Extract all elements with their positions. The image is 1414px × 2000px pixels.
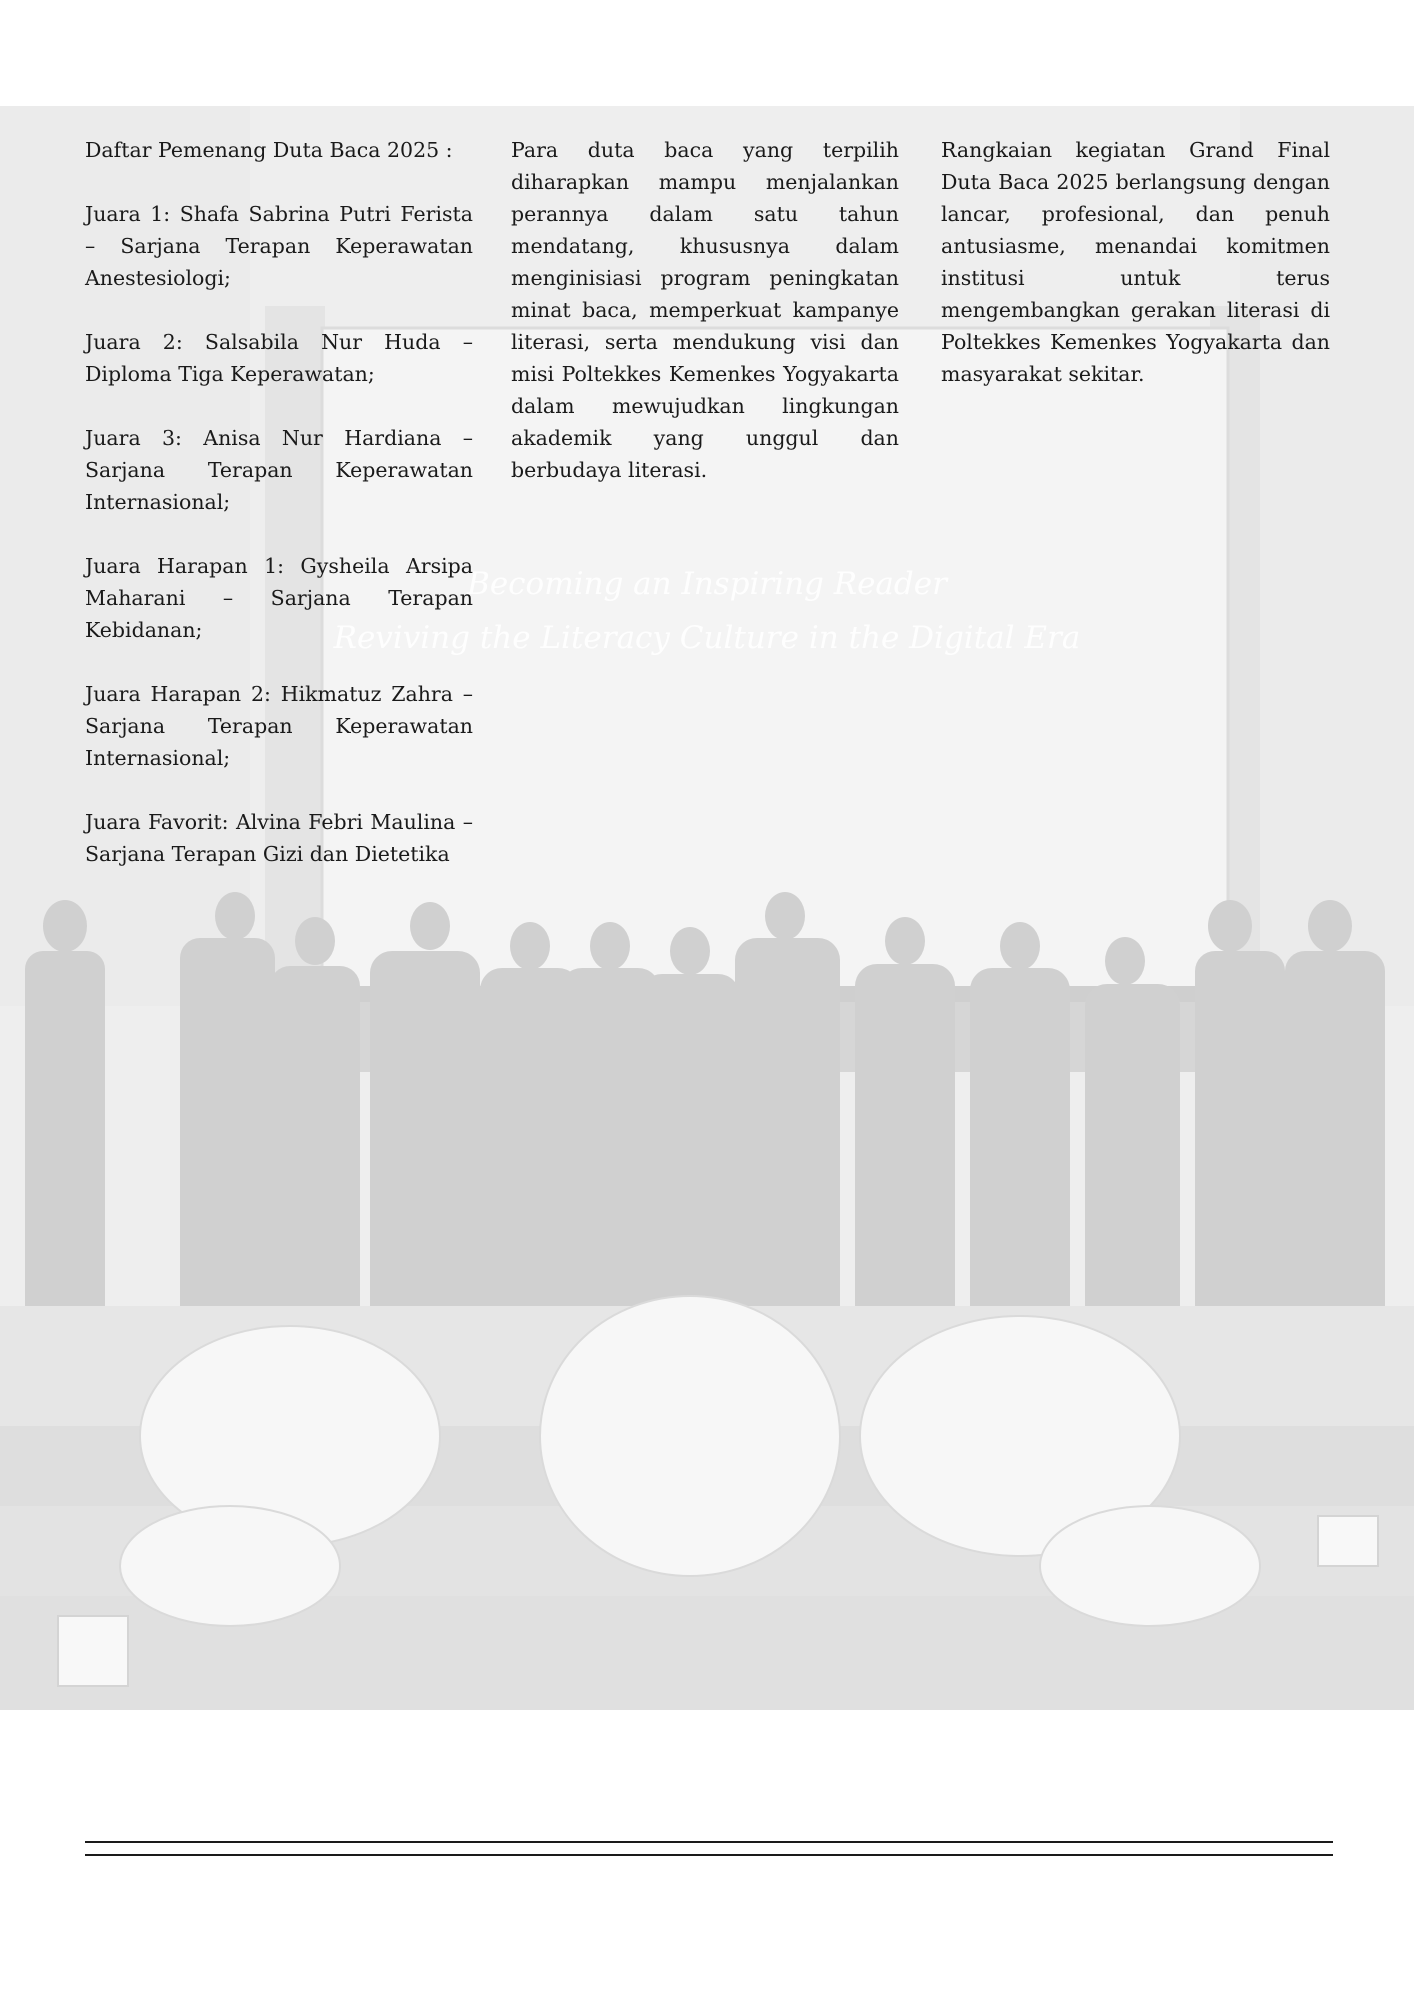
event-summary-column [941, 134, 1330, 390]
winners-column [85, 134, 473, 870]
footer-rule-top [85, 1841, 1333, 1843]
winner-item: Juara 1: Shafa Sabrina Putri Ferista – Sarjana Terapan Keperawatan Anestesiologi; [85, 202, 473, 290]
ambassador-role-paragraph: Para duta baca yang terpilih diharapkan mampu menjalankan perannya dalam satu tahun mendatang, khususnya dalam menginisiasi program peningkatan minat baca, memperkuat kampanye literasi, serta mendukung visi dan misi Poltekkes Kemenkes Yogyakarta dalam mewujudkan lingkungan akademik yang unggul dan berbudaya literasi. [511, 138, 899, 482]
winner-item: Juara Favorit: Alvina Febri Maulina – Sarjana Terapan Gizi dan Dietetika [85, 810, 473, 866]
screen-title-line-1: Becoming an Inspiring Reader [467, 566, 947, 602]
footer-rule-bottom [85, 1854, 1333, 1856]
ambassador-role-column [511, 134, 899, 486]
winner-item: Juara Harapan 1: Gysheila Arsipa Maharani – Sarjana Terapan Kebidanan; [85, 554, 473, 642]
event-summary-paragraph: Rangkaian kegiatan Grand Final Duta Baca 2025 berlangsung dengan lancar, profesional, dan penuh antusiasme, menandai komitmen institusi untuk terus mengembangkan gerakan literasi di Poltekkes Kemenkes Yogyakarta dan masyarakat sekitar. [941, 138, 1330, 386]
screen-title-line-2: Reviving the Literacy Culture in the Digital Era [333, 620, 1081, 656]
winners-heading: Daftar Pemenang Duta Baca 2025 : [85, 138, 453, 162]
winner-item: Juara 3: Anisa Nur Hardiana – Sarjana Terapan Keperawatan Internasional; [85, 426, 473, 514]
winner-item: Juara 2: Salsabila Nur Huda – Diploma Tiga Keperawatan; [85, 330, 473, 386]
winner-item: Juara Harapan 2: Hikmatuz Zahra – Sarjana Terapan Keperawatan Internasional; [85, 682, 473, 770]
